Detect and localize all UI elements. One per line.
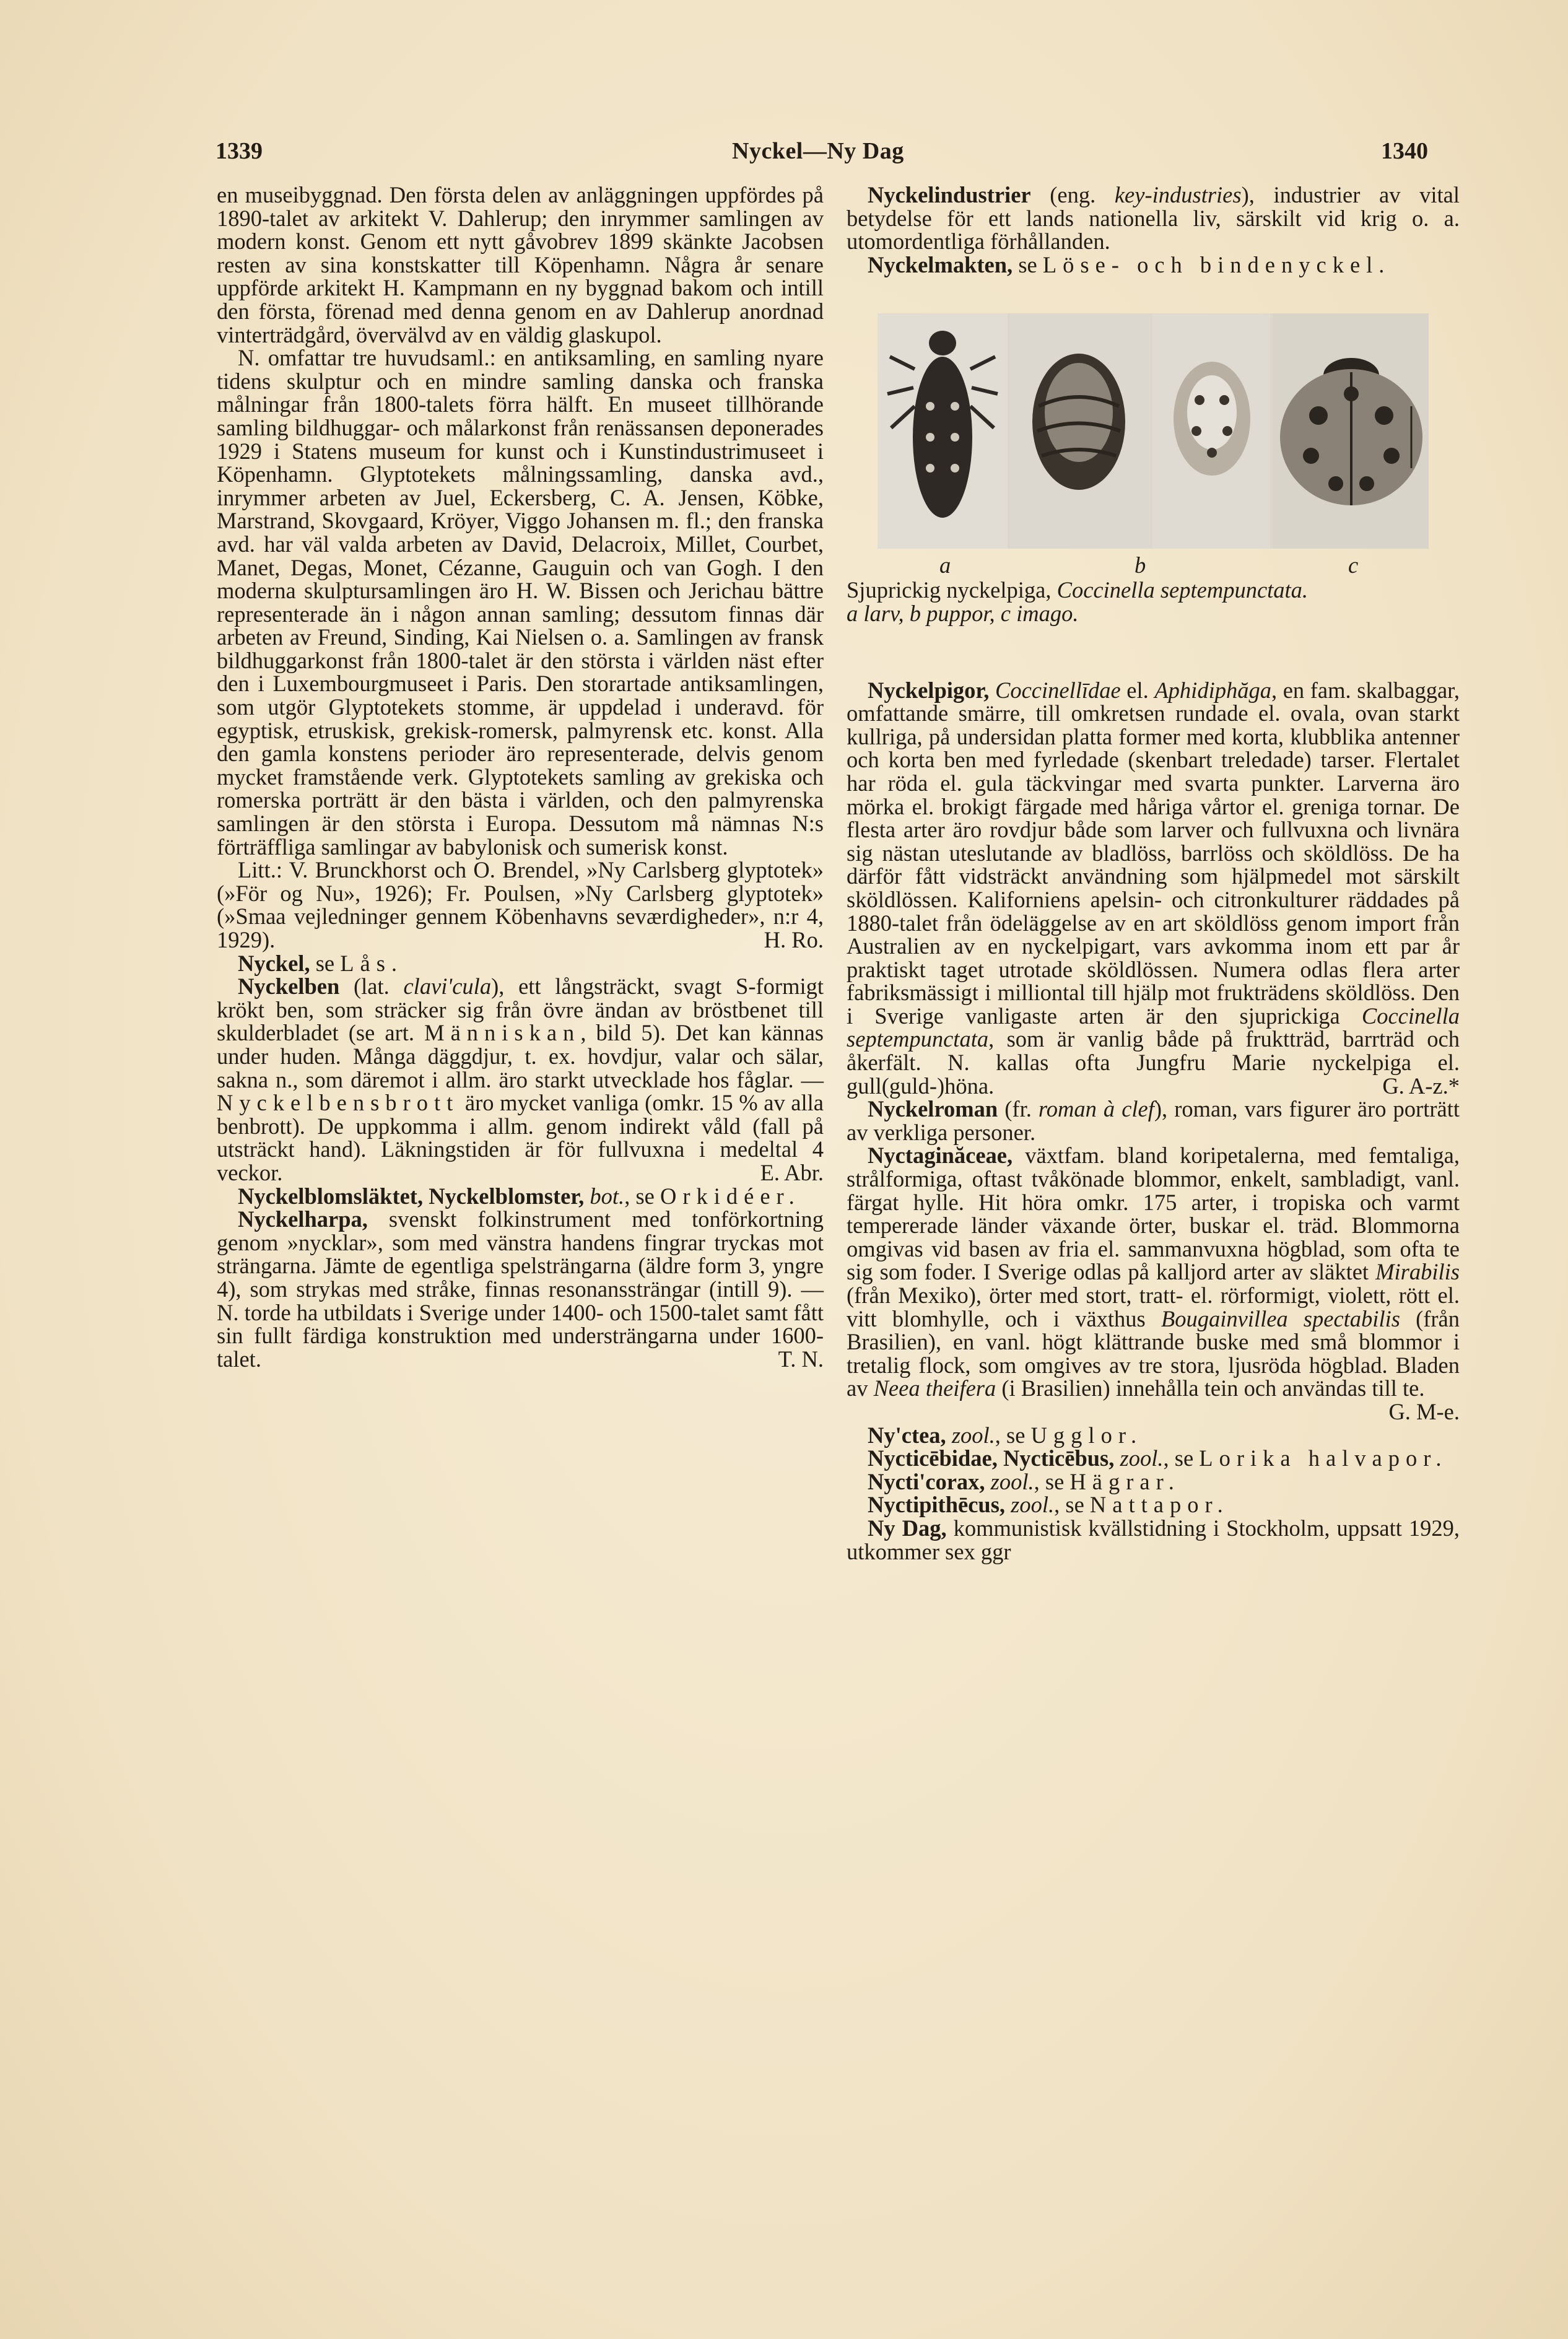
- figure-label-a: a: [939, 552, 951, 578]
- page-number-right: 1340: [1381, 138, 1428, 164]
- entry-nyckelblomslaktet: Nyckelblomsläktet, Nyckelblomster, bot., se Orkidéer.: [238, 1183, 801, 1209]
- entry-headword: Ny'ctea,: [868, 1422, 946, 1448]
- entry-nyckelben: Nyckelben (lat. clavi'cula), ett långsträckt, svagt S-formigt krökt ben, som sträcker sig från övre ändan av bröstbenet till skulderbladet (se art. Människan, bild 5). Det kan kännas under huden. Många däggdjur, t. ex. hovdjur, valar och sälar, sakna n., som däremot i allm. äro starkt utvecklade hos fåglar. — Nyckelbensbrott äro mycket vanliga (omkr. 15 % av alla benbrott). De uppkomma i allm. genom indirekt våld (fall på utsträckt hand). Läkningstiden är för fullvuxna i medeltal 4 veckor. E. Abr.: [217, 973, 824, 1185]
- ladybird-figure: [878, 313, 1429, 549]
- entry-headword: Nyckelblomsläktet, Nyckelblomster,: [238, 1183, 585, 1209]
- author-signature: G. M-e.: [1388, 1398, 1460, 1424]
- figure-spacing: [847, 625, 1460, 679]
- figure-caption-2: a larv, b puppor, c imago.: [847, 600, 1079, 626]
- ladybird-illustration: [878, 313, 1429, 549]
- pupa-icon-1: [1032, 354, 1125, 490]
- cross-reference: Nyckelbensbrott: [217, 1090, 460, 1116]
- entry-headword: Nyckelindustrier: [868, 182, 1031, 207]
- entry-nyckelpigor: Nyckelpigor, Coccinellīdae el. Aphidiphăga, en fam. skalbaggar, omfattande smärre, till omkretsen rundade el. ovala, ovan starkt kullriga, på undersidan platta former med korta, klubblika antenner och korta ben med fyrledade (skenbart treledade) tarser. Flertalet har röda el. gula täckvingar med svarta punkter. Larverna äro mörka el. brokigt färgade med håriga vårtor el. greniga tornar. De flesta arter äro rovdjur både som larver och fullvuxna och livnära sig nästan uteslutande av bladlöss, barrlöss och sköldlöss. De ha därför fått vidsträckt användning som hjälpmedel mot särskilt sköldlössen. Kaliforniens apelsin- och citronkulturer räddades på 1880-talet från ödeläggelse av en art sköldlöss genom import från Australien av en nyckelpigart, vars avkomma inom ett par år praktiskt taget utrotade sköldlössen. Numera odlas flera arter fabriksmässigt i milliontal till hjälp mot frukträdens sköldlöss. Den i Sverige vanligaste arten är den sjuprickiga Coccinella septempunctata, som är vanlig både på fruktträd, barrträd och åkerfält. N. kallas ofta Jungfru Marie nyckelpiga el. gull(guld-)höna. G. A-z.*: [847, 677, 1460, 1099]
- entry-nyckelharpa: Nyckelharpa, svenskt folkinstrument med tonförkortning genom »nycklar», som med vänstra handens fingrar tryckas mot strängarna. Jämte de egentliga spelsträngarna (äldre form 3, yngre 4), som strykas med stråke, finnas resonanssträngar (intill 9). — N. torde ha utbildats i Sverige under 1400- och 1500-talet samt fått sin fullt färdiga konstruktion med understrängarna under 1600-talet. T. N.: [217, 1206, 824, 1372]
- cross-reference: Lås.: [340, 950, 404, 976]
- left-column: [217, 183, 824, 1370]
- author-signature: E. Abr.: [760, 1159, 824, 1185]
- entry-nyckelmakten: Nyckelmakten, se Löse- och bindenyckel.: [868, 251, 1391, 277]
- figure-labels: [847, 554, 1460, 578]
- entry-headword: Nyctaginăceae,: [868, 1143, 1013, 1169]
- entry-headword: Nyckelmakten,: [868, 251, 1013, 277]
- glyptotek-building-paragraph: en museibyggnad. Den första delen av anläggningen uppfördes på 1890-talet av arkitekt V. Dahlerup; den inrymmer samlingen av modern konst. Genom ett nytt gåvobrev 1899 skänkte Jacobsen resten av sina konstskatter till Köpenhamn. Några år senare uppförde arkitekt H. Kampmann en ny byggnad bakom och intill den första, förenad med denna genom en av Dahlerup anordnad vinterträdgård, övervälvd av en väldig glaskupol.: [217, 182, 824, 347]
- pupa-icon-2: [1174, 362, 1250, 476]
- entry-nyctaginaceae: Nyctaginăceae, växtfam. bland koripetalerna, med femtaliga, strålformiga, oftast tvåkönade blommor, enkelt, sambladigt, vanl. färgat hylle. Hit höra omkr. 175 arter, i tropiska och varmt tempererade länder växande örter, buskar el. träd. Blommorna omgivas vid basen av fria el. sammanvuxna högblad, som ofta te sig som foder. I Sverige odlas på kalljord arter av släktet Mirabilis (från Mexiko), örter med stort, tratt- el. rörformigt, violett, rött el. vitt blomhylle, och i växthus Bougainvillea spectabilis (från Brasilien), en vanl. högt klättrande buske med små blommor i tretalig flock, som omgives av tre stora, ljusröda högblad. Bladen av Neea theifera (i Brasilien) innehålla tein och användas till te. G. M-e.: [847, 1143, 1460, 1424]
- literature-text: Litt.: V. Brunckhorst och O. Brendel, »Ny Carlsberg glyptotek» (»För og Nu», 1926); Fr. Poulsen, »Ny Carlsberg glyptotek» (»Smaa vejledninger gennem Köbenhavns seværdigheder», n:r 4, 1929).: [217, 857, 824, 952]
- figure-label-b: b: [1135, 552, 1146, 578]
- entry-headword: Nyckelroman: [868, 1096, 998, 1122]
- literature-paragraph: [217, 858, 824, 951]
- glyptotek-collections-paragraph: N. omfattar tre huvudsaml.: en antiksamling, en samling nyare tidens skulptur och en mindre samling danska och franska målningar från 1800-talets förra hälft. En museet tillhörande samling bildhuggar- och målarkonst från renässansen deponerades 1929 i Statens museum for kunst och i Kunstindustrimuseet i Köpenhamn. Glyptotekets målningssamling, danska avd., inrymmer arbeten av Juel, Eckersberg, C. A. Jensen, Köbke, Marstrand, Skovgaard, Kröyer, Viggo Johansen m. fl.; den franska avd. har väl valda arbeten av David, Delacroix, Millet, Courbet, Manet, Degas, Monet, Cézanne, Gauguin och van Gogh. I den moderna skulptursamlingen äro H. W. Bissen och Jerichau bättre representerade än i någon annan samling; dessutom finnas där arbeten av Freund, Sinding, Kai Nielsen o. a. Samlingen av fransk bildhuggarkonst från 1800-talet är den största i världen näst efter den i Luxembourgmuseet i Paris. Den storartade antiksamlingen, som utgör Glyptotekets stomme, är uppdelad i underavd. för egyptisk, etruskisk, grekisk-romersk, palmyrensk etc. konst. Alla den gamla konstens perioder äro representerade, delvis genom mycket framstående verk. Glyptotekets samling av grekiska och romerska porträtt är den bästa i världen, och den palmyrenska samlingen är den största i Europa. Dessutom må nämnas N:s förträffliga samlingar av babylonisk och sumerisk konst.: [217, 345, 824, 860]
- figure-label-c: c: [1348, 552, 1359, 578]
- author-signature: T. N.: [778, 1346, 824, 1372]
- entry-nycticebidae: Nycticēbidae, Nycticēbus, zool., se Lorika halvapor.: [868, 1445, 1448, 1471]
- cross-reference: Hägrar.: [1069, 1468, 1180, 1494]
- entry-headword: Nyckelharpa,: [238, 1206, 368, 1232]
- author-signature: G. A-z.*: [1382, 1073, 1460, 1099]
- cross-reference: Nattapor.: [1089, 1492, 1229, 1518]
- entry-headword: Nyckelben: [238, 973, 340, 1000]
- page-number-left: 1339: [216, 138, 263, 164]
- entry-nyckelroman: Nyckelroman (fr. roman à clef), roman, vars figurer äro porträtt av verkliga personer.: [847, 1096, 1460, 1145]
- entry-headword: Nyckelpigor,: [868, 677, 990, 703]
- entry-headword: Nyctipithēcus,: [868, 1492, 1006, 1518]
- entry-headword: Ny Dag,: [868, 1515, 947, 1541]
- figure-caption: Sjuprickig nyckelpiga, Coccinella septempunctata.: [847, 577, 1309, 603]
- entry-headword: Nycti'corax,: [868, 1468, 985, 1494]
- author-signature: H. Ro.: [764, 927, 824, 952]
- entry-ny-dag: Ny Dag, kommunistisk kvällstidning i Stockholm, uppsatt 1929, utkommer sex ggr: [847, 1515, 1460, 1564]
- cross-reference: Löse- och bindenyckel.: [1042, 251, 1391, 277]
- entry-nyckel: Nyckel, se Lås.: [238, 950, 404, 976]
- entry-nyckelindustrier: Nyckelindustrier (eng. key-industries), industrier av vital betydelse för ett lands nationella liv, särskilt vid krig o. a. utomordentliga förhållanden.: [847, 182, 1460, 255]
- cross-reference: Människan: [424, 1020, 581, 1046]
- entry-nyctipithecus: Nyctipithēcus, zool., se Nattapor.: [868, 1492, 1229, 1518]
- entry-nyctea: Ny'ctea, zool., se Ugglor.: [868, 1422, 1143, 1448]
- cross-reference: Lorika halvapor.: [1199, 1445, 1448, 1471]
- entry-headword: Nycticēbidae, Nycticēbus,: [868, 1445, 1115, 1471]
- cross-reference: Orkidéer.: [660, 1183, 801, 1209]
- entry-headword: Nyckel,: [238, 950, 310, 976]
- running-title: Nyckel—Ny Dag: [732, 138, 904, 164]
- entry-nycticorax: Nycti'corax, zool., se Hägrar.: [868, 1468, 1180, 1494]
- right-column: [847, 183, 1460, 1563]
- cross-reference: Ugglor.: [1030, 1422, 1143, 1448]
